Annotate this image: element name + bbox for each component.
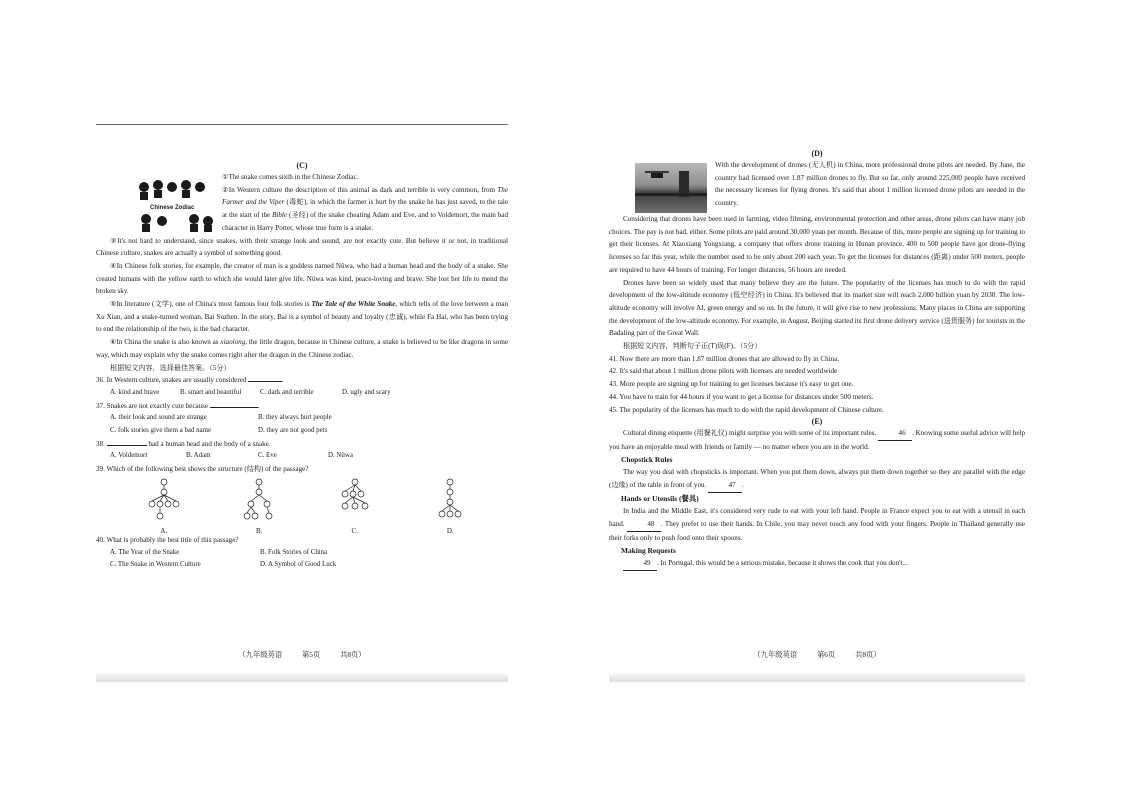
para-6-b: , the little dragon, because in Chinese culture, a snake is believed to be like dragons in some way, which may explain why the snake comes right after the dragon in the Chinese zodiac.: [96, 338, 508, 359]
footer-subject: （九年级英语: [238, 650, 283, 659]
footer-page: 第6页: [816, 650, 836, 659]
instruction-c: 根据短文内容，选择最佳答案。（5分）: [110, 363, 231, 372]
q39-label-a: A.: [160, 526, 168, 535]
statement-44: 44. You have to train for 44 hours if you want to get a license for distances under 500 meters.: [609, 392, 874, 401]
page-footer-5: [96, 650, 508, 660]
e-requests: [609, 557, 1025, 571]
page-shadow: [609, 674, 1025, 682]
q37-options-row-2: [96, 425, 508, 438]
e-intro-b: . Knowing some useful advice will help you have an enjoyable meal with friends or family — no matter where you are in the world.: [609, 429, 1025, 451]
d-intro: With the development of drones (无人机) in China, more professional drone pilots are needed. By June, the country had licensed over 1.87 million drones to fly. But so far, only around 225,000 people have received the necessary licenses for flying drones. It's said that about 1 million licensed drone pilots are needed in the country.: [715, 161, 1025, 208]
q39-label-d: D.: [446, 526, 454, 535]
e-chopstick-a: The way you deal with chopsticks is important. When you put them down, always put them down together so they are parallel with the edge (边缘) of the table in front of you.: [609, 468, 1025, 490]
xiaolong-word: xiaolong: [220, 338, 246, 347]
q36-blank[interactable]: [248, 381, 282, 382]
para-5: [96, 298, 508, 336]
tree-diagram-d: [430, 478, 470, 522]
zodiac-animals-image: [136, 179, 216, 233]
d-paragraph-2: Considering that drones have been used in farming, video filming, environmental protection and other areas, drone pilots can have many job choices. The pay is not bad, either. Some pilots are paid around 30,000 yuan per month. Because of this, more people are signing up for training to get their licenses. At Xiaoxiang Yongxiang, a company that offers drone training in Hunan province, 400 to 500 people have got drone-flying licenses so far this year, while the number used to be only about 200 each year. To get the licenses for distances (距离) under 500 meters, people are required to have 44 hours of training. For longer distances, 56 hours are needed.: [609, 215, 1025, 274]
q37-option-b[interactable]: B. they always hurt people: [258, 414, 332, 422]
q37-option-c[interactable]: C. folk stories give them a bad name: [110, 427, 212, 435]
q38-blank[interactable]: [107, 445, 147, 446]
top-rule: [96, 124, 508, 125]
e-intro-a: Cultural dining etiquette (用餐礼仪) might surprise you with some of its important rules.: [623, 429, 877, 438]
footer-total: 共8页）: [340, 650, 366, 659]
d-paragraph-3: Drones have been so widely used that many believe they are the future. The popularity of the licenses has much to do with the rapid development of the low-altitude economy (低空经济) in China. It's believed that its market size will reach 2,000 billion yuan by 2030. The low-altitude economy will involve AI, green energy and so on. In the future, it will give rise to new professions. Many places in China are supporting the development of the low-altitude economy. For example, in August, Beijing started its first drone delivery service (送货服务) for tourists in the Badaling part of the Great Wall.: [609, 278, 1025, 338]
para-2-b: (毒蛇), in which the farmer is hurt by the snake he has just saved, to the tale at the start of the: [222, 198, 508, 220]
para-6: [96, 336, 508, 361]
question-40: 40. What is probably the best title of this passage?: [96, 535, 239, 544]
heading-hands: Hands or Utensils (餐具): [621, 493, 699, 503]
q38-option-d[interactable]: D. Nüwa: [328, 452, 353, 460]
e-hands-a: In India and the Middle East, it's considered very rude to eat with your left hand. People in France expect you to eat with a utensil in each hand.: [609, 507, 1025, 529]
statement-41: 41. Now there are more than 1.87 million drones that are allowed to fly in China.: [609, 354, 840, 363]
footer-subject: （九年级英语: [753, 650, 798, 659]
tree-diagram-a: [144, 478, 184, 522]
blank-48[interactable]: 48: [627, 518, 661, 532]
para-2-c: (圣经) of the snake cheating Adam and Eve, and to Voldemort, the main bad character in Harry Potter, whose true form is a snake.: [222, 211, 508, 232]
tree-diagram-b: [239, 478, 279, 522]
e-requests-a: . In Portugal, this would be a serious mistake, because it shows the cook that you don't...: [657, 559, 908, 568]
para-1: ①The snake comes sixth in the Chinese Zodiac.: [222, 173, 359, 181]
e-chopstick: The way you deal with chopsticks is important. When you put them down, always put them down together so they are parallel with the edge (边缘) of the table in front of you. 47 .: [609, 466, 1025, 492]
statement-45: 45. The popularity of the licenses has much to do with the rapid development of Chinese culture.: [609, 405, 884, 414]
statement-42: 42. It's said that about 1 million drone pilots with licenses are needed worldwide: [609, 367, 838, 376]
para-6-a: ⑥In China the snake is also known as: [110, 338, 219, 347]
q40-option-b[interactable]: B. Folk Stories of China: [260, 548, 328, 556]
q40-options-row-1: [96, 547, 508, 560]
q36-option-b[interactable]: B. smart and beautiful: [180, 388, 242, 396]
footer-page: 第5页: [301, 650, 321, 659]
section-d-title: (D): [811, 149, 823, 158]
q39-option-b[interactable]: [234, 478, 284, 534]
question-38: [96, 438, 508, 451]
q37-options-row-1: [96, 412, 508, 425]
q40-option-d[interactable]: D. A Symbol of Good Luck: [260, 561, 337, 569]
e-intro: [609, 427, 1025, 453]
q39-option-d[interactable]: [425, 478, 475, 534]
para-5-a: ⑤In literature (文学), one of China's most famous four folk stories is: [110, 300, 310, 309]
para-4: ④In Chinese folk stories, for example, the creator of man is a goddess named Nüwa, who had a human head and the body of a snake. She created humans with the yellow earth to which she would later give life. Nüwa was kind, peace-loving and brave. She lost her life to mend the broken sky.: [96, 261, 508, 296]
question-39: 39. Which of the following best shows the structure (结构) of the passage?: [96, 465, 309, 474]
zodiac-caption: Chinese Zodiac: [150, 205, 195, 211]
statement-43: 43. More people are signing up for training to get licenses because it's easy to get one.: [609, 380, 854, 389]
q38-option-c[interactable]: C. Eve: [258, 452, 277, 460]
q38-option-b[interactable]: B. Adam: [186, 452, 211, 460]
q39-structure-options: [96, 476, 508, 534]
section-c-title: (C): [296, 161, 308, 170]
q38-option-a[interactable]: A. Voldemort: [110, 452, 148, 460]
question-37: 37. Snakes are not exactly cute because .: [96, 401, 260, 410]
blank-46[interactable]: 46: [878, 427, 912, 441]
bible-word: Bible: [272, 211, 288, 220]
heading-chopstick: Chopstick Rules: [621, 454, 673, 464]
white-snake-title: The Tale of the White Snake: [311, 300, 396, 309]
q39-option-a[interactable]: [139, 478, 189, 534]
q36-option-a[interactable]: A. kind and brave: [110, 388, 160, 396]
q36-text: 36. In Western culture, snakes are usually considered: [96, 376, 247, 385]
para-2-a: ②In Western culture the description of this animal as dark and terrible is very common, from: [222, 185, 496, 194]
q40-option-a[interactable]: A. The Year of the Snake: [110, 548, 180, 556]
q37-option-a[interactable]: A. their look and sound are strange: [110, 414, 207, 422]
page-footer-6: [609, 650, 1025, 660]
drone-icon: [635, 163, 707, 213]
q38-text: had a human head and the body of a snake.: [148, 439, 271, 448]
fable-title: The Farmer and the Viper: [222, 185, 508, 207]
q40-option-c[interactable]: C. The Snake in Western Culture: [110, 561, 201, 569]
q39-label-b: B.: [256, 526, 263, 535]
tree-diagram-c: [335, 478, 375, 522]
drone-photo: [635, 163, 707, 213]
section-e-title: (E): [811, 417, 823, 427]
heading-requests: Making Requests: [621, 545, 676, 555]
e-hands: [609, 505, 1025, 544]
q36-options: [96, 387, 508, 400]
para-3: ③It's not hard to understand, since snakes, with their strange look and sound, are not exactly cute. But believe it or not, in traditional Chinese culture, snakes are actually a symbol of something good.: [96, 236, 508, 258]
instruction-d: 根据短文内容，判断句子正(T)误(F)。（5分）: [623, 342, 762, 351]
q40-options-row-2: [96, 559, 508, 572]
q39-label-c: C.: [351, 526, 358, 535]
blank-49[interactable]: 49: [623, 557, 657, 571]
page-shadow: [96, 674, 508, 682]
e-hands-b: . They prefer to use their hands. In Chile, you may never touch any food with your fingers. People in Thailand generally use their forks only to push food onto their spoons.: [609, 520, 1025, 542]
exam-page-6: [609, 148, 1025, 676]
q36-option-c[interactable]: C. dark and terrible: [260, 388, 314, 396]
footer-total: 共8页）: [855, 650, 881, 659]
q36-option-d[interactable]: D. ugly and scary: [342, 388, 391, 396]
q37-text: 37. Snakes are not exactly cute because: [96, 401, 209, 410]
exam-page-5: [96, 160, 508, 676]
q38-num: 38.: [96, 439, 105, 448]
question-36: 36. In Western culture, snakes are usually considered .: [96, 376, 284, 385]
q37-option-d[interactable]: D. they are not good pets: [258, 427, 328, 435]
blank-47[interactable]: 47: [708, 479, 742, 493]
q39-option-c[interactable]: [330, 478, 380, 534]
para-5-b: , which tells of the love between a man Xu Xian, and a snake-turned woman, Bai Suzhen. In the story, Bai is a symbol of beauty and loyalty (忠诚), while Fa Hai, who has been trying to end the relationship of the two, is the bad character.: [96, 300, 509, 334]
q37-blank[interactable]: [210, 407, 258, 408]
q38-options: [96, 450, 508, 463]
